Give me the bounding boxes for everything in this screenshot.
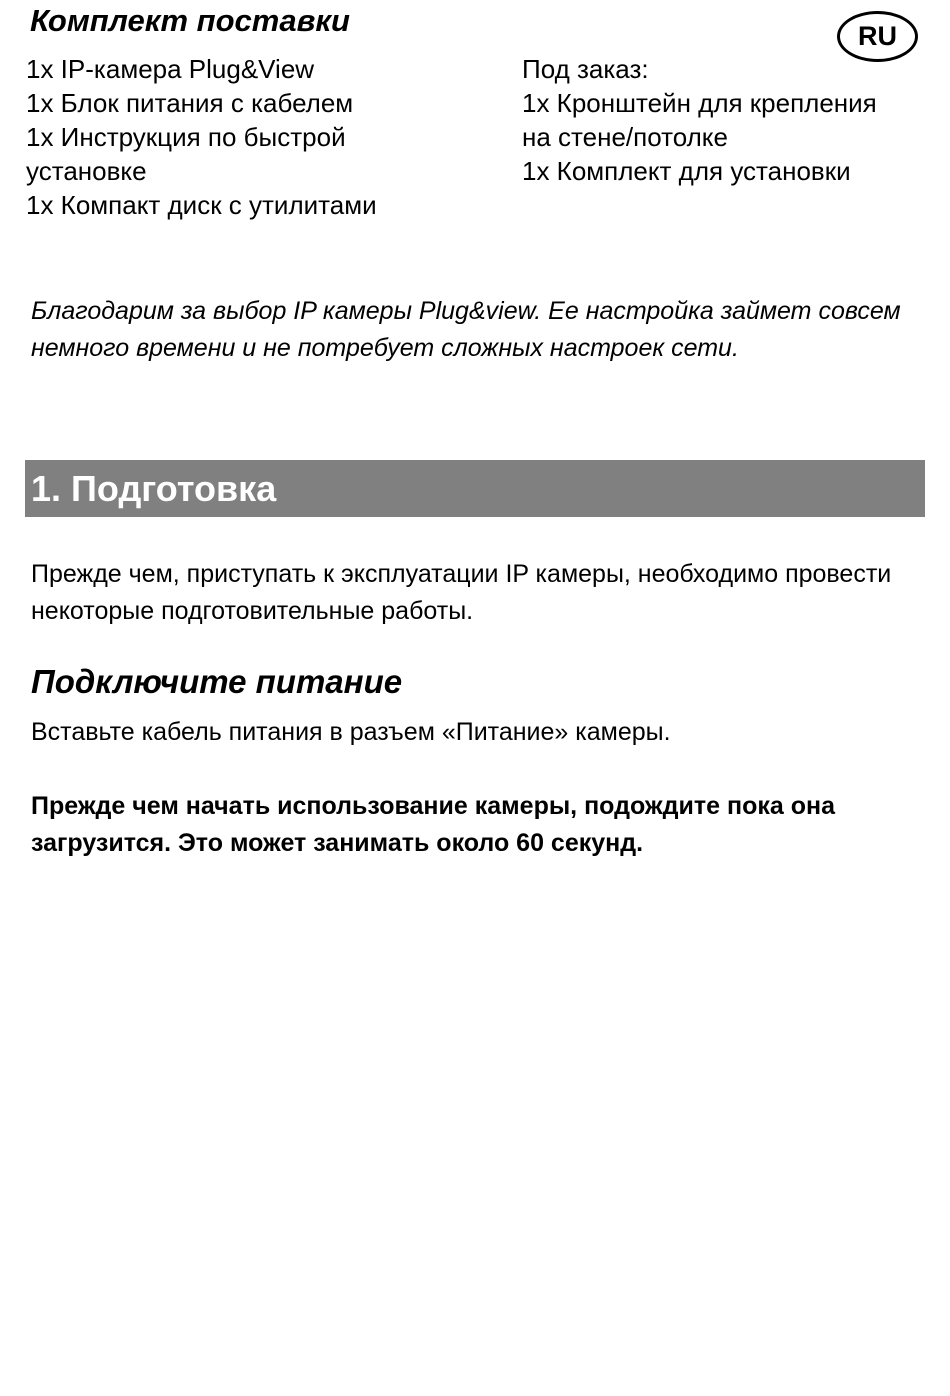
list-item: 1x Инструкция по быстрой xyxy=(26,122,346,152)
list-item: 1x IP-камера Plug&View xyxy=(26,54,315,84)
section-title xyxy=(31,468,276,510)
boot-warning: Прежде чем начать использование камеры, подождите пока она загрузится. Это может занимать около 60 секунд. xyxy=(31,792,835,857)
intro-paragraph: Благодарим за выбор IP камеры Plug&view. Ее настройка займет совсем немного времени и не потребует сложных настроек сети. xyxy=(31,297,901,362)
power-heading: Подключите питание xyxy=(31,663,403,700)
power-instruction: Вставьте кабель питания в разъем «Питание» камеры. xyxy=(31,718,671,746)
list-item: 1x Кронштейн для крепления xyxy=(522,88,877,118)
list-item: 1x Комплект для установки xyxy=(522,156,851,186)
list-item: 1x Компакт диск с утилитами xyxy=(26,190,377,220)
list-item: 1x Блок питания с кабелем xyxy=(26,88,354,118)
on-order-label: Под заказ: xyxy=(522,54,649,84)
list-item: установке xyxy=(26,156,147,186)
preparation-paragraph: Прежде чем, приступать к эксплуатации IP камеры, необходимо провести некоторые подготовительные работы. xyxy=(31,560,892,625)
included-items-list xyxy=(26,52,377,222)
kit-heading: Комплект поставки xyxy=(30,3,350,38)
section-number: 1. xyxy=(31,467,62,509)
list-item: на стене/потолке xyxy=(522,122,728,152)
section-name: Подготовка xyxy=(71,467,277,509)
on-order-items-list xyxy=(522,52,877,188)
language-badge: RU xyxy=(837,11,918,62)
section-header-bar xyxy=(25,460,925,517)
